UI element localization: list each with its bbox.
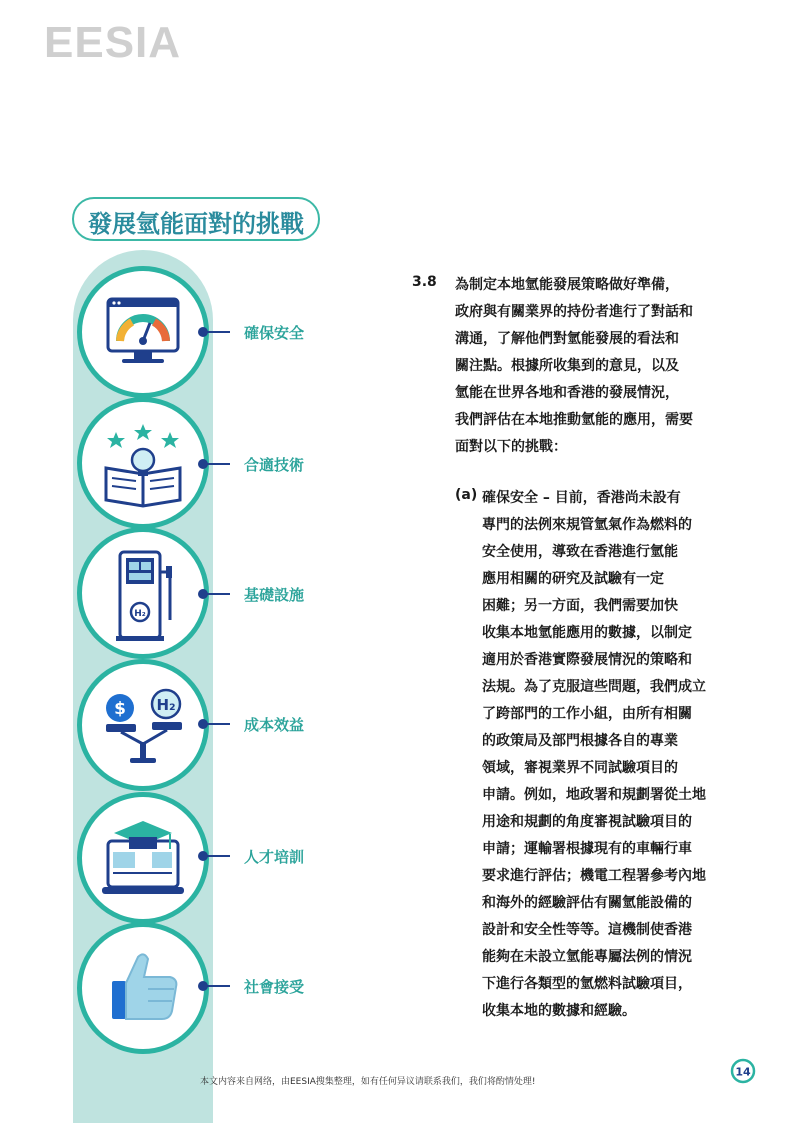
thumbs-up-icon — [77, 922, 209, 1054]
paragraph-line: 關注點。根據所收集到的意見，以及 — [455, 358, 679, 374]
section-title: 發展氫能面對的挑戰 — [88, 210, 304, 238]
item-line: 領域，審視業界不同試驗項目的 — [482, 760, 678, 776]
item-line: 設計和安全性等等。這機制使香港 — [482, 922, 692, 938]
item-line: 用途和規劃的角度審視試驗項目的 — [482, 814, 692, 830]
page-number: 14 — [735, 1065, 751, 1079]
item-line: 困難；另一方面，我們需要加快 — [482, 598, 678, 614]
item-line: 了跨部門的工作小組，由所有相關 — [482, 706, 692, 722]
item-line: 適用於香港實際發展情況的策略和 — [482, 652, 692, 668]
item-line: 下進行各類型的氫燃料試驗項目， — [482, 976, 692, 992]
svg-text:$: $ — [114, 699, 126, 719]
graduation-laptop-icon — [77, 792, 209, 924]
item-line: 和海外的經驗評估有關氫能設備的 — [482, 895, 692, 911]
dashboard-monitor-icon — [77, 266, 209, 398]
item-line: 申請；運輸署根據現有的車輛行車 — [482, 841, 692, 857]
item-line: 要求進行評估；機電工程署參考內地 — [482, 868, 706, 884]
item-line: 法規。為了克服這些問題，我們成立 — [482, 679, 706, 695]
paragraph-line: 政府與有關業界的持份者進行了對話和 — [455, 304, 693, 320]
challenge-label-acceptance: 社會接受 — [244, 978, 305, 996]
connector-dot — [198, 719, 208, 729]
paragraph-number: 3.8 — [412, 274, 437, 290]
connector-dot — [198, 981, 208, 991]
item-line: 應用相關的研究及試驗有一定 — [482, 571, 664, 587]
challenge-label-training: 人才培訓 — [244, 848, 305, 866]
item-line: 能夠在未設立氫能專屬法例的情況 — [482, 949, 692, 965]
footer-note: 本文内容来自网络，由EESIA搜集整理，如有任何异议请联系我们，我们将酌情处理! — [200, 1077, 536, 1087]
paragraph-line: 面對以下的挑戰： — [455, 439, 567, 455]
svg-text:H₂: H₂ — [134, 609, 146, 619]
balance-scale-icon — [77, 659, 209, 791]
item-line: 安全使用，導致在香港進行氫能 — [482, 544, 678, 560]
connector-dot — [198, 327, 208, 337]
eesia-logo: EESIA — [44, 18, 182, 67]
page-number-badge — [730, 1058, 756, 1084]
paragraph-line: 氫能在世界各地和香港的發展情況， — [455, 385, 679, 401]
item-line: 申請。例如，地政署和規劃署從土地 — [482, 787, 706, 803]
item-line: 專門的法例來規管氫氣作為燃料的 — [482, 517, 692, 533]
challenge-label-technology: 合適技術 — [244, 456, 305, 474]
paragraph-line: 溝通，了解他們對氫能發展的看法和 — [455, 331, 679, 347]
item-line: 確保安全 – 目前，香港尚未設有 — [482, 490, 681, 506]
item-line: 收集本地的數據和經驗。 — [482, 1003, 636, 1019]
challenge-label-cost: 成本效益 — [244, 716, 305, 734]
challenge-label-safety: 確保安全 — [244, 324, 305, 342]
section-title-pill — [72, 197, 320, 241]
svg-text:H₂: H₂ — [156, 696, 176, 714]
item-marker: (a) — [455, 487, 478, 503]
connector-dot — [198, 459, 208, 469]
challenge-label-infrastructure: 基礎設施 — [244, 586, 305, 604]
item-line: 的政策局及部門根據各自的專業 — [482, 733, 678, 749]
connector-dot — [198, 589, 208, 599]
item-line: 收集本地氫能應用的數據，以制定 — [482, 625, 692, 641]
connector-dot — [198, 851, 208, 861]
lightbulb-book-icon — [77, 397, 209, 529]
paragraph-line: 為制定本地氫能發展策略做好準備， — [455, 277, 679, 293]
hydrogen-station-icon — [77, 527, 209, 659]
paragraph-line: 我們評估在本地推動氫能的應用，需要 — [455, 412, 693, 428]
